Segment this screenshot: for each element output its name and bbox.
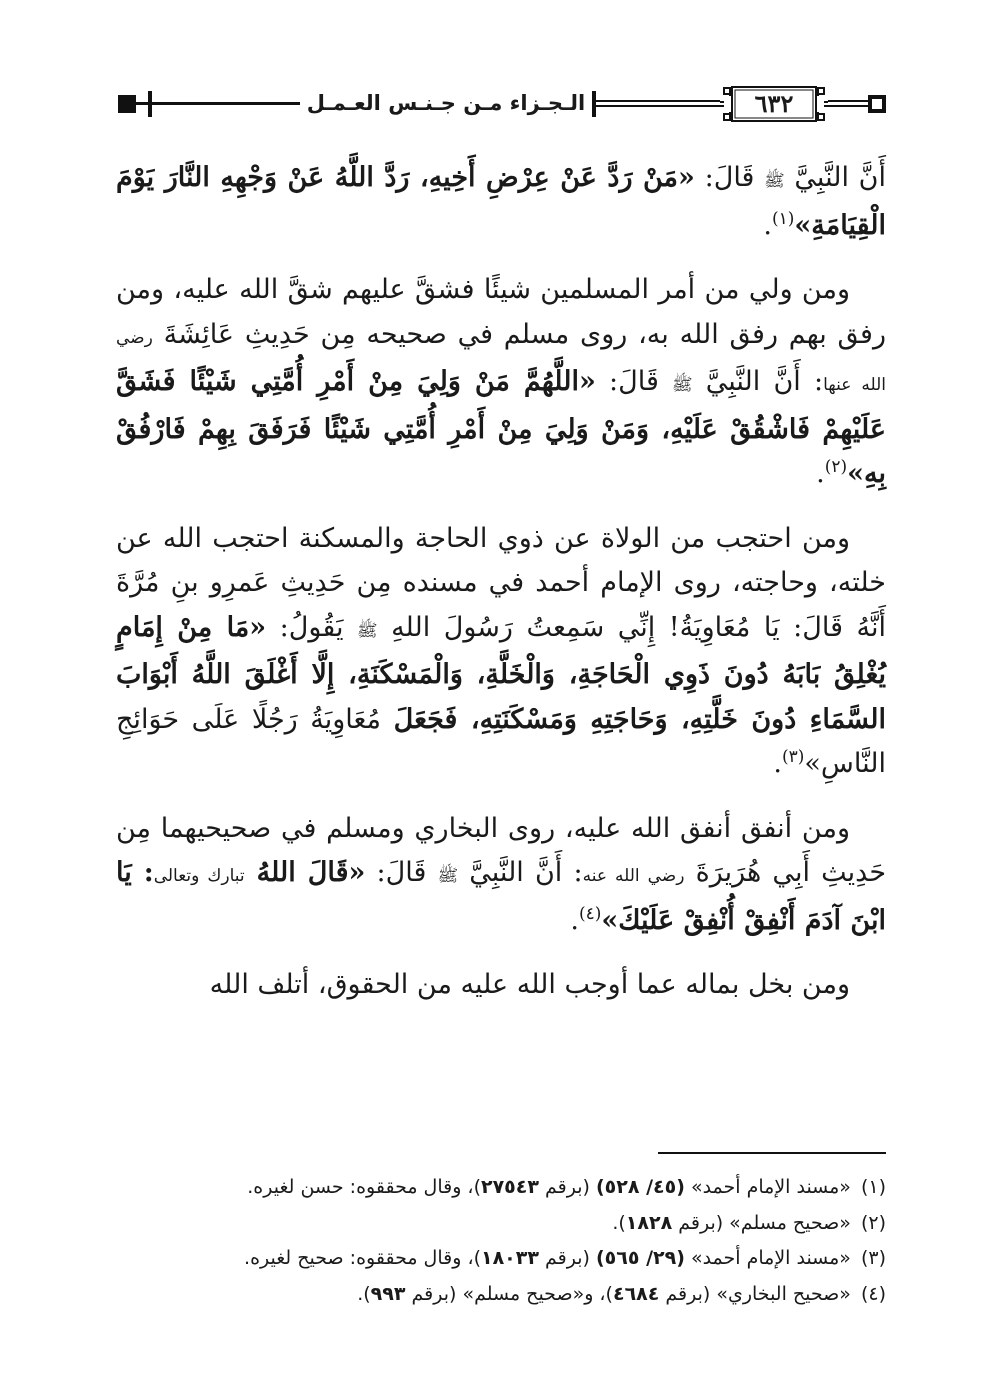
radiya-honorific: رضي الله عنها bbox=[116, 327, 886, 395]
header-rule bbox=[136, 102, 148, 105]
footnote-text: (برقم bbox=[538, 1247, 596, 1269]
text-run: قَالَ: bbox=[694, 162, 765, 193]
footnote-text: (برقم bbox=[538, 1176, 596, 1198]
footnote-reference: ١٨٠٣٣ bbox=[480, 1247, 539, 1269]
footnote-text: )، وقال محققوه: حسن لغيره. bbox=[247, 1176, 481, 1198]
header-rule bbox=[152, 102, 300, 105]
footnote-text: «صحيح البخاري» (برقم bbox=[659, 1282, 851, 1305]
text-run: : أَنَّ النَّبِيَّ bbox=[692, 366, 824, 397]
salla-honorific: ﷺ bbox=[672, 375, 693, 395]
footnote-marker: (٣) bbox=[781, 747, 805, 767]
header-double-rule bbox=[828, 100, 868, 107]
hadith-quote: «قَالَ اللهُ bbox=[244, 857, 366, 888]
footnote-reference: (٤٥/ ٥٢٨) bbox=[595, 1176, 685, 1198]
main-text bbox=[116, 156, 886, 1028]
text-run: : أَنَّ النَّبِيَّ bbox=[458, 857, 583, 888]
radiya-honorific: رضي الله عنه bbox=[582, 866, 685, 886]
text-run: قَالَ: bbox=[595, 366, 673, 397]
footnote-reference: (٢٩/ ٥٦٥) bbox=[595, 1247, 685, 1269]
text-run: ومن احتجب من الولاة عن ذوي الحاجة والمسكنة احتجب الله عن خلته، وحاجته، روى الإمام أحمد في مسنده مِن حَدِيثِ عَمرِو بنِ مُرَّةَ أَنَّهُ قَالَ: يَا مُعَاوِيَةُ! إِنِّي سَمِعتُ رَسُولَ اللهِ bbox=[116, 522, 886, 643]
footnote-number: (٣) bbox=[860, 1247, 886, 1269]
footnote-text: ). bbox=[612, 1211, 626, 1234]
paragraph-2 bbox=[116, 268, 886, 497]
footnotes bbox=[116, 1170, 886, 1312]
page-number-frame bbox=[720, 84, 828, 124]
hadith-quote: : يَا ابْنَ آدَمَ أَنْفِقْ أُنْفِقْ عَلَيْكَ» bbox=[116, 857, 886, 936]
footnote-4 bbox=[116, 1277, 886, 1313]
footnote-text: )، وقال محققوه: صحيح لغيره. bbox=[244, 1247, 481, 1269]
paragraph-1 bbox=[116, 156, 886, 248]
footnote-marker: (١) bbox=[772, 208, 795, 229]
salla-honorific: ﷺ bbox=[357, 620, 378, 641]
paragraph-3 bbox=[116, 517, 886, 787]
salla-honorific: ﷺ bbox=[764, 171, 785, 191]
paragraph-5 bbox=[116, 963, 886, 1008]
text-run: أَنَّ النَّبِيَّ bbox=[784, 162, 886, 193]
page-header bbox=[118, 84, 886, 124]
footnote-reference: ٢٧٥٤٣ bbox=[480, 1176, 539, 1198]
page-number: ٦٣٢ bbox=[754, 89, 794, 118]
footnote-text: «مسند الإمام أحمد» bbox=[684, 1176, 851, 1198]
footnote-text: «صحيح مسلم» (برقم bbox=[672, 1211, 851, 1234]
footnote-number: (٤) bbox=[860, 1282, 886, 1305]
footnote-reference: ٤٦٨٤ bbox=[612, 1282, 660, 1305]
hadith-quote: «مَنْ رَدَّ عَنْ عِرْضِ أَخِيهِ، رَدَّ اللَّهُ عَنْ وَجْهِهِ النَّارَ يَوْمَ الْقِيَامَةِ» bbox=[116, 162, 886, 241]
taala-honorific: تبارك وتعالى bbox=[153, 866, 245, 886]
text-run: . bbox=[773, 748, 782, 779]
header-hollow-square-ornament bbox=[868, 95, 886, 113]
text-run: . bbox=[763, 209, 772, 241]
text-run: ومن أنفق أنفق الله عليه، روى البخاري ومسلم في صحيحيهما مِن حَدِيثِ أَبِي هُرَيرَةَ bbox=[116, 812, 887, 888]
footnote-number: (٢) bbox=[860, 1211, 886, 1234]
text-run: يَقُولُ: bbox=[266, 611, 358, 643]
footnote-separator bbox=[658, 1152, 886, 1154]
paragraph-4 bbox=[116, 807, 886, 944]
footnote-1 bbox=[116, 1170, 886, 1206]
footnote-reference: ٩٩٣ bbox=[370, 1282, 406, 1305]
header-solid-square-ornament bbox=[118, 95, 136, 113]
footnote-text: )، و«صحيح مسلم» (برقم bbox=[405, 1282, 613, 1305]
footnote-2 bbox=[116, 1206, 886, 1242]
hadith-quote: «اللَّهُمَّ مَنْ وَلِيَ مِنْ أَمْرِ أُمَّتِي شَيْئًا فَشَقَّ عَلَيْهِمْ فَاشْقُقْ عَلَيْهِ، وَمَنْ وَلِيَ مِنْ أَمْرِ أُمَّتِي شَيْئًا فَرَفَقَ بِهِمْ فَارْفُقْ بِهِ» bbox=[116, 366, 886, 489]
footnote-text: «مسند الإمام أحمد» bbox=[684, 1247, 851, 1269]
footnote-marker: (٢) bbox=[824, 457, 848, 477]
running-title: الـجـزاء مـن جـنـس العـمـل bbox=[306, 91, 586, 115]
footnote-marker: (٤) bbox=[578, 903, 602, 924]
header-double-rule bbox=[596, 100, 720, 107]
footnote-number: (١) bbox=[860, 1176, 886, 1198]
text-run: . bbox=[816, 458, 825, 489]
text-run: مُعَاوِيَةُ رَجُلًا عَلَى حَوَائِجِ النَّاسِ» bbox=[116, 703, 886, 779]
text-run: ومن ولي من أمر المسلمين شيئًا فشقَّ عليهم شقَّ الله عليه، ومن رفق بهم رفق الله به، روى مسلم في صحيحه مِن حَدِيثِ عَائِشَةَ bbox=[116, 274, 886, 350]
text-run: ومن بخل بماله عما أوجب الله عليه من الحقوق، أتلف الله bbox=[209, 969, 850, 1000]
salla-honorific: ﷺ bbox=[437, 866, 459, 886]
text-run: قَالَ: bbox=[365, 857, 438, 888]
footnote-3 bbox=[116, 1241, 886, 1277]
hadith-quote: «مَا مِنْ إِمَامٍ يُغْلِقُ بَابَهُ دُونَ ذَوِي الْحَاجَةِ، وَالْخَلَّةِ، وَالْمَسْكَنَةِ، إِلَّا أَغْلَقَ اللَّهُ أَبْوَابَ السَّمَاءِ دُونَ خَلَّتِهِ، وَحَاجَتِهِ وَمَسْكَنَتِهِ، فَجَعَلَ bbox=[116, 611, 886, 735]
text-run: . bbox=[570, 904, 579, 936]
footnote-text: ). bbox=[357, 1282, 371, 1305]
footnote-reference: ١٨٢٨ bbox=[625, 1211, 673, 1234]
